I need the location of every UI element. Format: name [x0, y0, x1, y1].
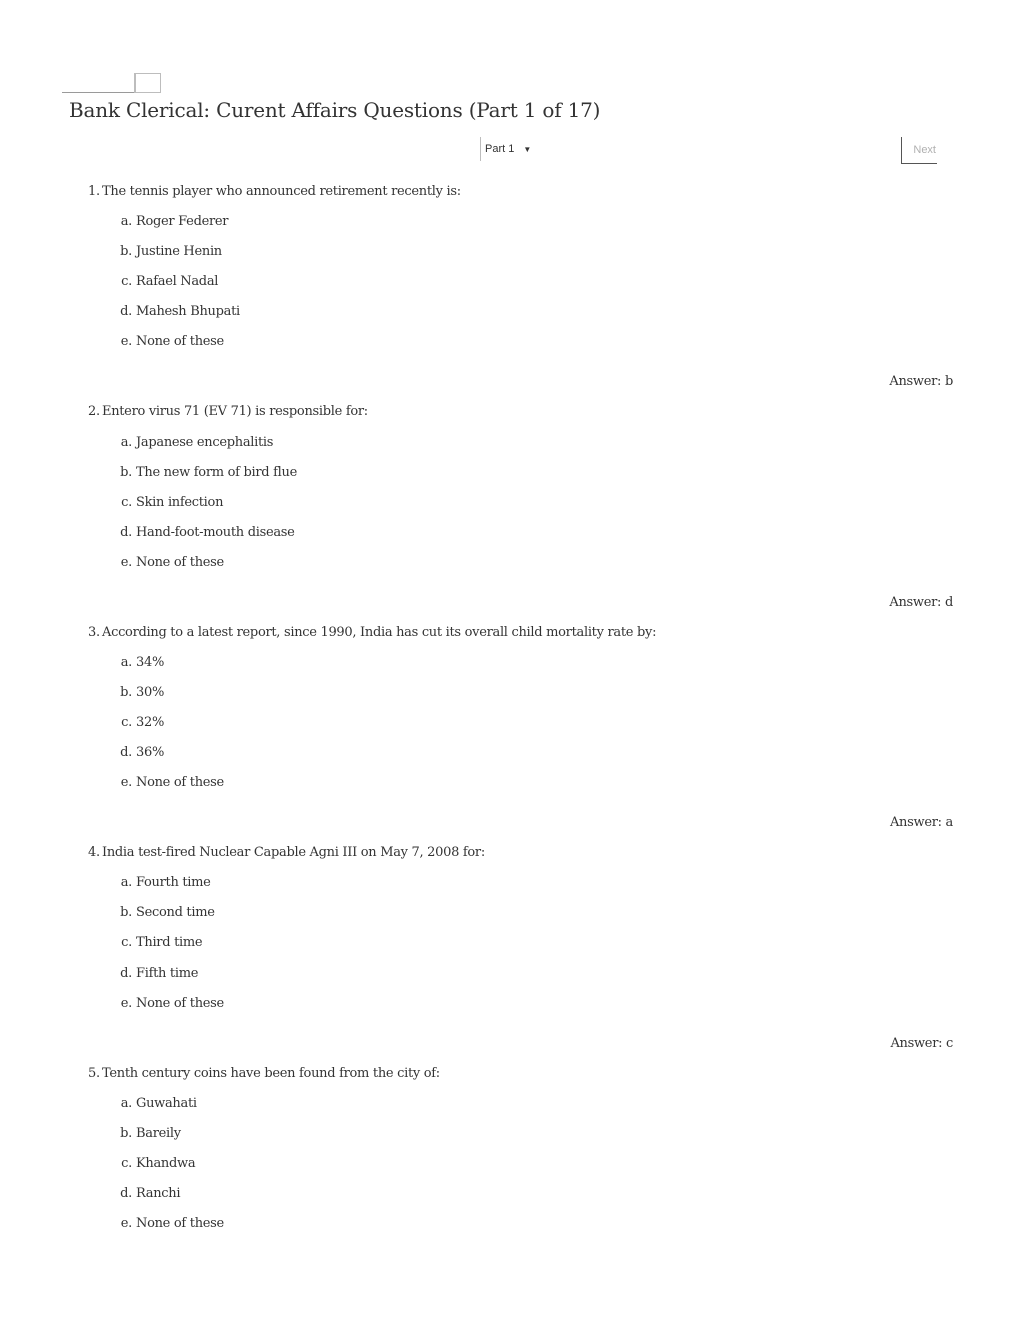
question-number: 2.: [88, 404, 100, 419]
option-b: [112, 465, 297, 480]
option-text: 30%: [136, 685, 164, 700]
option-letter: e.: [120, 555, 132, 570]
option-e: [112, 996, 224, 1011]
question-text: [88, 184, 461, 199]
option-text: None of these: [136, 775, 224, 790]
question-3: [0, 625, 1020, 835]
option-text: Skin infection: [136, 495, 224, 510]
option-text: 34%: [136, 655, 164, 670]
question-text: [88, 845, 485, 860]
next-button[interactable]: Next: [901, 137, 937, 164]
option-letter: d.: [120, 304, 132, 319]
option-text: None of these: [136, 1216, 224, 1231]
option-letter: d.: [120, 966, 132, 981]
option-c: [112, 1156, 195, 1171]
option-a: [112, 435, 273, 450]
option-text: 36%: [136, 745, 164, 760]
page-title: Bank Clerical: Curent Affairs Questions (Part 1 of 17): [69, 98, 601, 122]
header-box: [134, 73, 161, 93]
part-selector[interactable]: [480, 137, 531, 161]
option-text: Bareily: [136, 1126, 181, 1141]
option-a: [112, 875, 211, 890]
option-text: None of these: [136, 334, 224, 349]
option-text: Roger Federer: [136, 214, 229, 229]
question-1: [0, 184, 1020, 394]
option-d: [112, 525, 295, 540]
option-text: Justine Henin: [136, 244, 222, 259]
question-prompt: According to a latest report, since 1990, India has cut its overall child mortality rate by:: [102, 625, 657, 640]
option-letter: d.: [120, 1186, 132, 1201]
option-b: [112, 685, 164, 700]
question-text: [88, 404, 368, 419]
caret-down-icon: ▼: [523, 144, 532, 154]
option-letter: e.: [120, 1216, 132, 1231]
option-e: [112, 775, 224, 790]
question-number: 5.: [88, 1066, 100, 1081]
option-text: The new form of bird flue: [136, 465, 297, 480]
option-letter: a.: [120, 875, 132, 890]
option-letter: b.: [120, 244, 132, 259]
option-text: None of these: [136, 996, 224, 1011]
option-letter: b.: [120, 1126, 132, 1141]
option-text: Guwahati: [136, 1096, 197, 1111]
option-text: Fifth time: [136, 966, 199, 981]
option-text: Japanese encephalitis: [136, 435, 274, 450]
question-number: 1.: [88, 184, 100, 199]
option-text: Mahesh Bhupati: [136, 304, 240, 319]
option-text: Hand-foot-mouth disease: [136, 525, 295, 540]
option-d: [112, 304, 240, 319]
option-text: Third time: [136, 935, 203, 950]
option-text: 32%: [136, 715, 164, 730]
option-a: [112, 1096, 197, 1111]
question-text: [88, 1066, 440, 1081]
option-c: [112, 495, 223, 510]
option-b: [112, 905, 215, 920]
option-letter: d.: [120, 745, 132, 760]
question-prompt: India test-fired Nuclear Capable Agni III on May 7, 2008 for:: [102, 845, 485, 860]
option-letter: a.: [120, 214, 132, 229]
question-number: 3.: [88, 625, 100, 640]
option-a: [112, 655, 164, 670]
option-e: [112, 334, 224, 349]
option-letter: c.: [121, 715, 132, 730]
answer-label: Answer: c: [890, 1036, 953, 1051]
option-letter: b.: [120, 905, 132, 920]
option-c: [112, 274, 218, 289]
question-5: [0, 1066, 1020, 1276]
option-letter: e.: [120, 775, 132, 790]
option-letter: a.: [120, 1096, 132, 1111]
option-letter: c.: [121, 274, 132, 289]
option-d: [112, 966, 198, 981]
option-letter: c.: [121, 1156, 132, 1171]
option-letter: c.: [121, 495, 132, 510]
question-prompt: Entero virus 71 (EV 71) is responsible for:: [102, 404, 368, 419]
option-letter: b.: [120, 685, 132, 700]
option-text: Ranchi: [136, 1186, 181, 1201]
option-a: [112, 214, 228, 229]
answer-label: Answer: b: [889, 374, 953, 389]
option-text: None of these: [136, 555, 224, 570]
option-letter: b.: [120, 465, 132, 480]
option-d: [112, 745, 164, 760]
option-b: [112, 244, 222, 259]
option-b: [112, 1126, 181, 1141]
option-letter: d.: [120, 525, 132, 540]
option-letter: a.: [120, 435, 132, 450]
part-selector-label: Part 1: [485, 143, 515, 155]
option-text: Fourth time: [136, 875, 211, 890]
question-prompt: Tenth century coins have been found from the city of:: [102, 1066, 440, 1081]
option-text: Rafael Nadal: [136, 274, 219, 289]
option-letter: e.: [120, 996, 132, 1011]
option-text: Second time: [136, 905, 215, 920]
option-text: Khandwa: [136, 1156, 196, 1171]
answer-label: Answer: a: [889, 815, 953, 830]
question-text: [88, 625, 656, 640]
header-rule: [62, 92, 134, 93]
question-4: [0, 845, 1020, 1055]
option-d: [112, 1186, 180, 1201]
page-header-decoration: [62, 73, 158, 93]
question-number: 4.: [88, 845, 100, 860]
question-2: [0, 404, 1020, 614]
option-letter: a.: [120, 655, 132, 670]
option-letter: e.: [120, 334, 132, 349]
option-c: [112, 935, 202, 950]
option-c: [112, 715, 164, 730]
option-e: [112, 555, 224, 570]
answer-label: Answer: d: [889, 595, 953, 610]
option-e: [112, 1216, 224, 1231]
question-prompt: The tennis player who announced retirement recently is:: [102, 184, 461, 199]
option-letter: c.: [121, 935, 132, 950]
